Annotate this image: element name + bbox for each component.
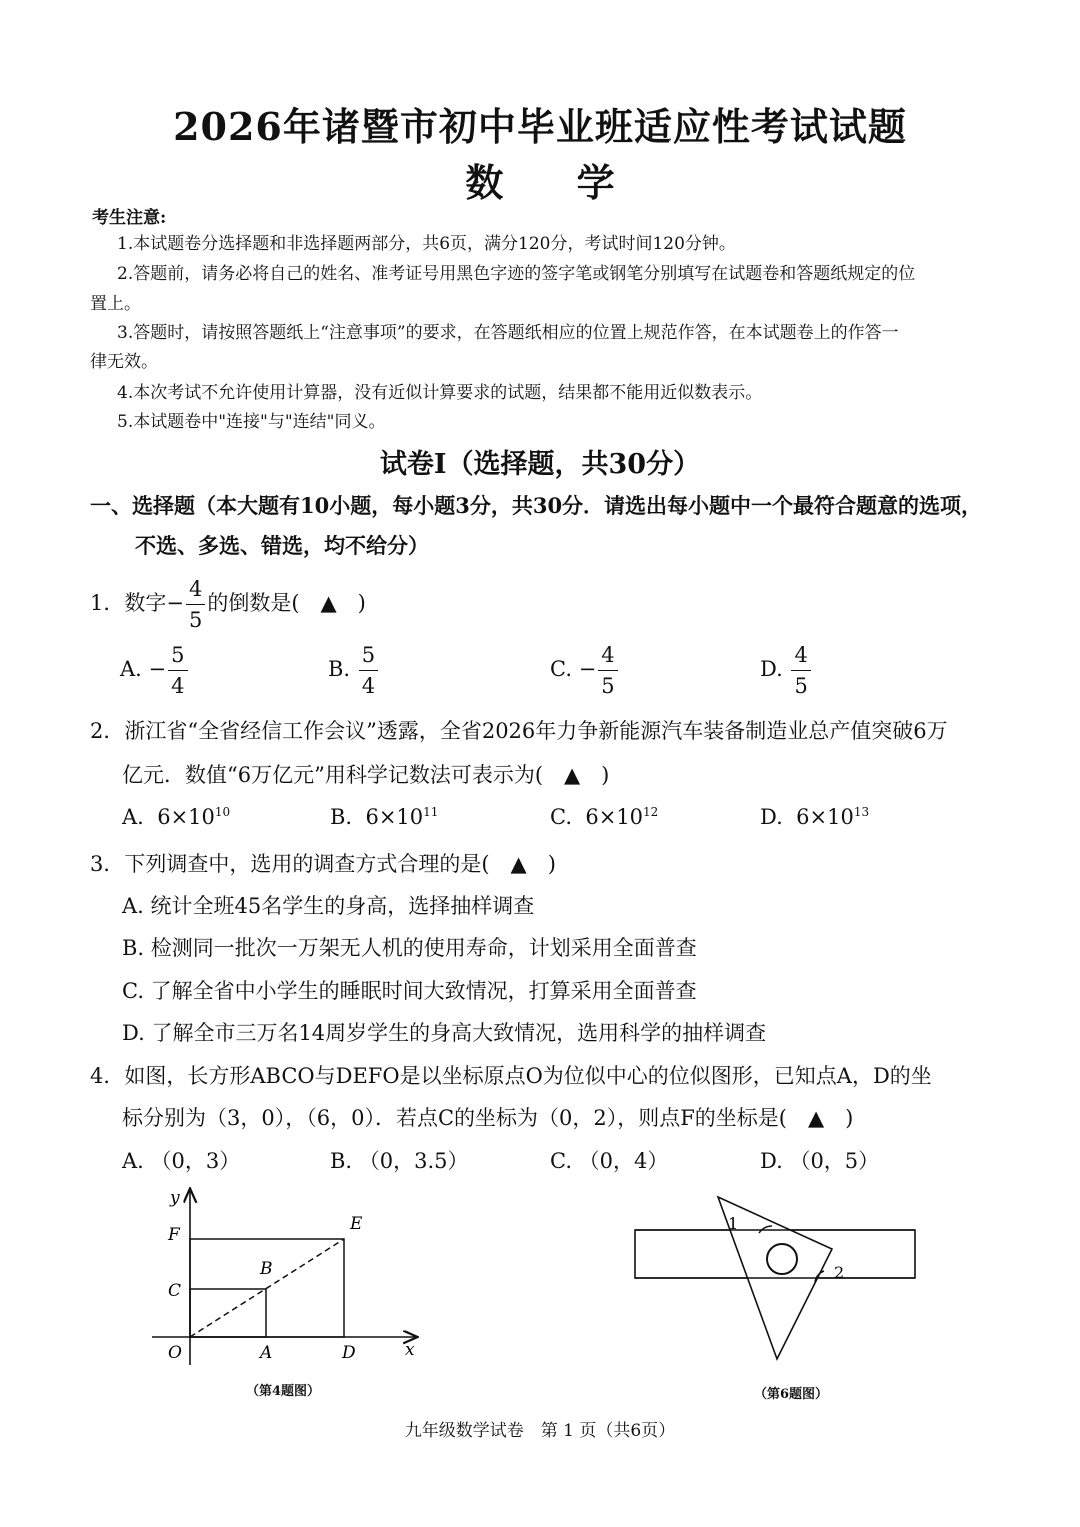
section-title: 试卷Ⅰ（选择题，共30分） [379, 449, 701, 480]
figure-4-coordinate-diagram [140, 1182, 440, 1372]
question-2-line1: 2．浙江省“全省经信工作会议”透露，全省2026年力争新能源汽车装备制造业总产值突破6万 [90, 719, 948, 743]
notice-item: 置上。 [90, 294, 141, 314]
label-d: D [342, 1343, 356, 1363]
label-o: O [168, 1343, 182, 1363]
q3-option-d: D. 了解全市三万名14周岁学生的身高大致情况，选用科学的抽样调查 [122, 1021, 767, 1045]
question-1 [90, 574, 366, 635]
q4-option-c: C. （0，4） [550, 1149, 669, 1173]
notice-item: 2.答题前，请务必将自己的姓名、准考证号用黑色字迹的签字笔或钢笔分别填写在试题卷和答题纸规定的位 [117, 264, 916, 284]
angle-1-label: 1 [728, 1214, 739, 1233]
q1-option-c: C. − $\frac{4}{5}$ [550, 640, 620, 701]
notice-item: 4.本次考试不允许使用计算器，没有近似计算要求的试题，结果都不能用近似数表示。 [117, 383, 763, 403]
question-4-line2: 标分别为（3，0），（6，0）．若点C的坐标为（0，2），则点F的坐标是( ▲ ) [122, 1106, 854, 1130]
label-b: B [260, 1259, 273, 1279]
q2-option-c: C. $6\times 10^{12}$ [550, 805, 659, 829]
label-c: C [168, 1281, 182, 1301]
label-x: x [405, 1340, 415, 1360]
fraction: $\frac{4}{5}$ [186, 574, 205, 635]
notice-heading: 考生注意: [92, 208, 167, 228]
label-a: A [260, 1343, 273, 1363]
part-instruction: 不选、多选、错选，均不给分） [135, 533, 429, 558]
q1-option-b: B. $\frac{5}{4}$ [328, 640, 380, 701]
question-3: 3．下列调查中，选用的调查方式合理的是( ▲ ) [90, 852, 556, 876]
notice-item: 3.答题时，请按照答题纸上“注意事项”的要求，在答题纸相应的位置上规范作答，在本试题卷上的作答一 [117, 323, 899, 343]
q3-option-b: B. 检测同一批次一万架无人机的使用寿命，计划采用全面普查 [122, 936, 697, 960]
label-y: y [170, 1188, 180, 1208]
figure-4-caption: （第4题图） [246, 1384, 321, 1399]
q3-option-c: C. 了解全省中小学生的睡眠时间大致情况，打算采用全面普查 [122, 979, 697, 1003]
exam-title: 2026年诸暨市初中毕业班适应性考试试题 [173, 104, 907, 149]
notice-item: 1.本试题卷分选择题和非选择题两部分，共6页，满分120分，考试时间120分钟。 [117, 234, 736, 254]
q2-option-b: B. $6\times 10^{11}$ [330, 805, 439, 829]
q3-option-a: A. 统计全班45名学生的身高，选择抽样调查 [122, 894, 535, 918]
q2-option-a: A. $6\times 10^{10}$ [122, 805, 231, 829]
q2-option-d: D. $6\times 10^{13}$ [760, 805, 870, 829]
q4-option-b: B. （0，3.5） [330, 1149, 469, 1173]
diagonal-oe [190, 1239, 344, 1337]
question-2-line2: 亿元．数值“6万亿元”用科学记数法可表示为( ▲ ) [122, 763, 610, 787]
label-f: F [168, 1225, 180, 1245]
q1-option-d: D. $\frac{4}{5}$ [760, 640, 813, 701]
subject-title: 数 学 [465, 160, 615, 205]
figure-6-triangle-strip-diagram [620, 1185, 930, 1370]
q1-option-a: A. − $\frac{5}{4}$ [120, 640, 190, 701]
label-e: E [350, 1214, 363, 1234]
q1-stem-post: 的倒数是( ▲ ) [207, 591, 366, 615]
q1-stem-pre: 1．数字− [90, 591, 184, 615]
question-4-line1: 4．如图，长方形ABCO与DEFO是以坐标原点O为位似中心的位似图形，已知点A，D的坐 [90, 1064, 932, 1088]
notice-item: 律无效。 [90, 352, 158, 372]
q4-option-a: A. （0，3） [122, 1149, 241, 1173]
notice-item: 5.本试题卷中"连接"与"连结"同义。 [117, 412, 386, 432]
q4-option-d: D. （0，5） [760, 1149, 880, 1173]
angle-2-label: 2 [834, 1263, 845, 1282]
page-footer: 九年级数学试卷 第 1 页（共6页） [404, 1421, 676, 1441]
figure-6-caption: （第6题图） [754, 1387, 829, 1402]
part-instruction: 一、选择题（本大题有10小题，每小题3分，共30分．请选出每小题中一个最符合题意的选项， [90, 493, 983, 518]
